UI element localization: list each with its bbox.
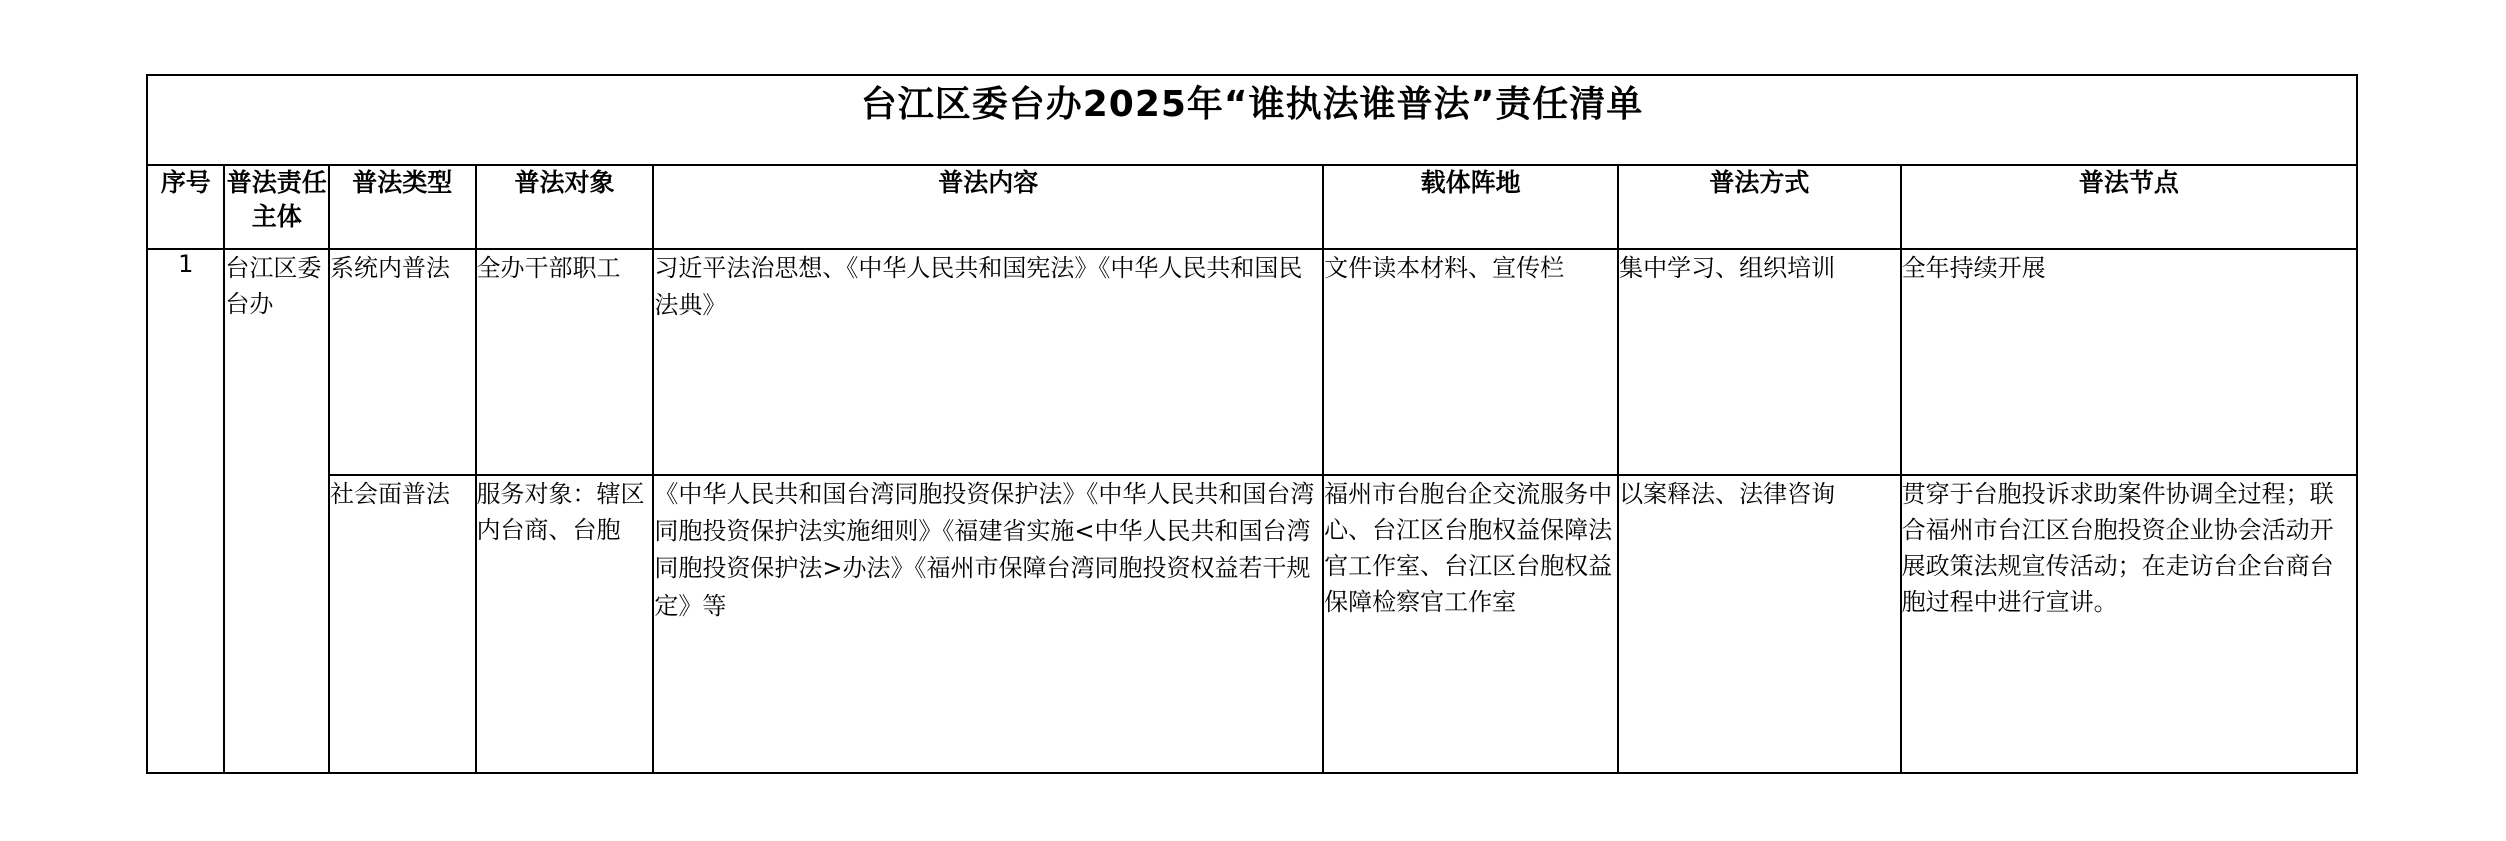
cell-audience: 全办干部职工	[476, 249, 654, 475]
column-header-type: 普法类型	[329, 165, 475, 249]
cell-content: 《中华人民共和国台湾同胞投资保护法》《中华人民共和国台湾同胞投资保护法实施细则》《福建省实施<中华人民共和国台湾同胞投资保护法>办法》《福州市保障台湾同胞投资权益若干规定》等	[653, 475, 1323, 773]
row-index: 1	[147, 249, 224, 773]
column-header-content: 普法内容	[653, 165, 1323, 249]
cell-type: 系统内普法	[329, 249, 475, 475]
column-header-carrier: 载体阵地	[1323, 165, 1618, 249]
cell-carrier: 文件读本材料、宣传栏	[1323, 249, 1618, 475]
table-title-row	[147, 75, 2357, 165]
row-subject: 台江区委台办	[224, 249, 329, 773]
column-header-subject: 普法责任主体	[224, 165, 329, 249]
column-header-method: 普法方式	[1618, 165, 1901, 249]
table-header-row	[147, 165, 2357, 249]
cell-method: 以案释法、法律咨询	[1618, 475, 1901, 773]
column-header-node: 普法节点	[1901, 165, 2357, 249]
cell-type: 社会面普法	[329, 475, 475, 773]
cell-audience: 服务对象：辖区内台商、台胞	[476, 475, 654, 773]
responsibility-list-table	[146, 74, 2358, 774]
cell-carrier: 福州市台胞台企交流服务中心、台江区台胞权益保障法官工作室、台江区台胞权益保障检察官工作室	[1323, 475, 1618, 773]
cell-node: 贯穿于台胞投诉求助案件协调全过程；联合福州市台江区台胞投资企业协会活动开展政策法规宣传活动；在走访台企台商台胞过程中进行宣讲。	[1901, 475, 2357, 773]
document-title: 台江区委台办2025年“谁执法谁普法”责任清单	[147, 75, 2357, 165]
table-row	[147, 475, 2357, 773]
column-header-audience: 普法对象	[476, 165, 654, 249]
column-header-index: 序号	[147, 165, 224, 249]
cell-node: 全年持续开展	[1901, 249, 2357, 475]
cell-content: 习近平法治思想、《中华人民共和国宪法》《中华人民共和国民法典》	[653, 249, 1323, 475]
table-row	[147, 249, 2357, 475]
cell-method: 集中学习、组织培训	[1618, 249, 1901, 475]
